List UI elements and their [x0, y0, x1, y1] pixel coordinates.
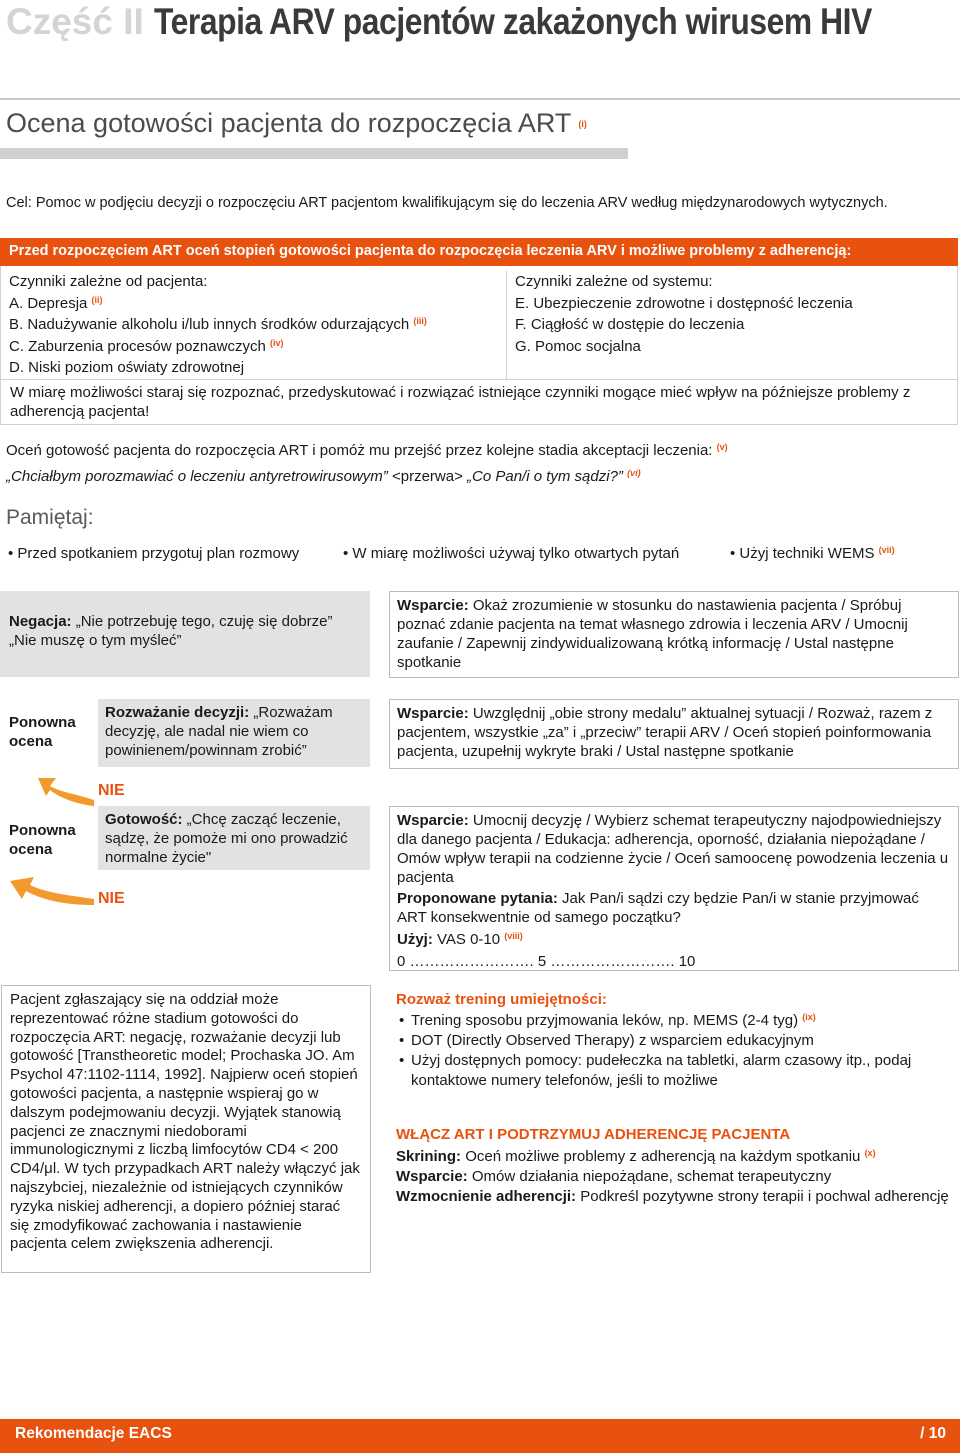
patient-factor-item: D. Niski poziom oświaty zdrowotnej	[9, 359, 245, 376]
section-title-ref: (i)	[578, 119, 587, 129]
skills-title: Rozważ trening umiejętności:	[396, 991, 607, 1008]
tip-item: • Przed spotkaniem przygotuj plan rozmowy	[8, 545, 300, 562]
readiness-support-box: Wsparcie: Umocnij decyzję / Wybierz schemat terapeutyczny najodpowiedniejszy dla danego pacjenta / Edukacja: adherencja, oporność, działania niepożądane / Omów wpływ terapii na codzienne życie / Oceń samoocenę powodzenia leczenia u pacjenta Proponowane pytania: Jak Pan/i sądzi czy będzie Pan/i w stanie przyjmować ART konsekwentnie od samego początku? Użyj: VAS 0-10 $^{(viii)}$ 0 ……………………. 5 ……………………. 10	[389, 806, 959, 971]
denial-support-box: Wsparcie: Okaż zrozumienie w stosunku do nastawienia pacjenta / Spróbuj poznać zdanie pacjenta na temat własnego zdrowia i leczenia ARV / Umocnij zaufanie / Zapewnij zindywidualizowaną krótką informację / Ustal następne spotkanie	[389, 591, 959, 678]
screening-line: Skrining: Oceń możliwe problemy z adherencją na każdym spotkaniu $^{(x)}$	[396, 1148, 876, 1165]
system-factors-title: Czynniki zależne od systemu:	[515, 273, 713, 290]
system-factor-item: G. Pomoc socjalna	[515, 337, 641, 355]
remember-heading: Pamiętaj:	[6, 506, 94, 529]
system-factors	[506, 271, 960, 379]
back-arrow-icon	[8, 873, 96, 909]
patient-factor-item: C. Zaburzenia procesów poznawczych $^{(iv)}$	[9, 337, 284, 355]
system-factor-item: E. Ubezpieczenie zdrowotne i dostępność leczenia	[515, 294, 853, 312]
note-box: Pacjent zgłaszający się na oddział może reprezentować różne stadium gotowości do rozpoczęcia ART: negację, rozważanie decyzji lub gotowość [Transtheoretic model; Prochaska JO. Am Psychol 47:1102-1114, 1992]. Najpierw oceń stopień gotowości pacjenta, a następnie wspieraj go w dalszym podejmowaniu decyzji. Wyjątek stanowią pacjenci ze znacznymi niedoborami immunologicznymi z liczbą limfocytów CD4 < 200 CD4/μl. W tych przypadkach ART należy włączyć jak najszybciej, niezależnie od istniejących czynników ryzyka niskiej adherencji, a dopiero później starać się zmodyfikować zachowania i nastawienie pacjenta celem zwiększenia adherencji.	[1, 985, 371, 1273]
patient-factors-title: Czynniki zależne od pacjenta:	[9, 273, 208, 290]
start-art-section	[396, 1125, 956, 1207]
assessment-note: W miarę możliwości staraj się rozpoznać, przedyskutować i rozwiązać istniejące czynniki mogące mieć wpływ na późniejsze problemy z adherencją pacjenta!	[10, 384, 911, 420]
example-dialogue: „Chciałbym porozmawiać o leczeniu antyretrowirusowym” <przerwa> „Co Pan/i o tym sądzi?” $^{(vi)}$	[6, 468, 641, 485]
vas-scale: 0 ……………………. 5 ……………………. 10	[397, 953, 696, 970]
skills-section	[396, 990, 956, 1091]
skill-item: • Użyj dostępnych pomocy: pudełeczka na tabletki, alarm czasowy itp., podaj kontaktowe numery telefonów, jeśli to możliwe	[396, 1051, 956, 1091]
no-label: NIE	[98, 890, 125, 907]
reassess-label: Ponowna ocena	[9, 822, 76, 858]
reassess-label: Ponowna ocena	[9, 714, 76, 750]
tip-item: • W miarę możliwości używaj tylko otwartych pytań	[343, 545, 680, 562]
goal-text: Cel: Pomoc w podjęciu decyzji o rozpoczęciu ART pacjentom kwalifikującym się do leczenia ARV według międzynarodowych wytycznych.	[6, 195, 888, 211]
patient-factor-item: A. Depresja $^{(ii)}$	[9, 294, 103, 312]
contemplation-box: Rozważanie decyzji: „Rozważam decyzję, ale nadal nie wiem co powinienem/powinnam zrobić”	[98, 699, 370, 767]
footer-title: Rekomendacje EACS	[15, 1425, 172, 1442]
page-header	[6, 0, 960, 44]
contemplation-support-box: Wsparcie: Uwzględnij „obie strony medalu” aktualnej sytuacji / Rozważ, razem z pacjentem, wszystkie „za” i „przeciw” terapii ARV / Oceń stopień poinformowania pacjenta, uzupełnij wykryte braki / Ustal następne spotkanie	[389, 699, 959, 769]
part-label: Część II	[6, 1, 144, 42]
page-number: / 10	[920, 1425, 946, 1442]
section-title	[6, 108, 587, 139]
header-divider	[0, 98, 960, 100]
tip-item: • Użyj techniki WEMS $^{(vii)}$	[730, 545, 895, 562]
skill-item: • DOT (Directly Observed Therapy) z wsparciem edukacyjnym	[396, 1031, 956, 1051]
start-art-title: WŁĄCZ ART I PODTRZYMUJ ADHERENCJĘ PACJENTA	[396, 1126, 791, 1143]
back-arrow-icon	[36, 766, 96, 812]
no-label: NIE	[98, 782, 125, 799]
patient-factors	[9, 271, 499, 381]
section-title-bar	[0, 148, 628, 159]
section-title-text: Ocena gotowości pacjenta do rozpoczęcia ART	[6, 108, 571, 138]
skill-item: • Trening sposobu przyjmowania leków, np. MEMS (2-4 tyg) $^{(ix)}$	[396, 1011, 956, 1031]
system-factor-item: F. Ciągłość w dostępie do leczenia	[515, 316, 745, 333]
page-title: Terapia ARV pacjentów zakażonych wirusem HIV	[154, 1, 872, 42]
denial-box: Negacja: „Nie potrzebuję tego, czuję się dobrze” „Nie muszę o tym myśleć”	[0, 591, 370, 677]
assessment-heading: Przed rozpoczęciem ART oceń stopień gotowości pacjenta do rozpoczęcia leczenia ARV i możliwe problemy z adherencją:	[9, 243, 852, 259]
patient-factor-item: B. Nadużywanie alkoholu i/lub innych środków odurzających $^{(iii)}$	[9, 316, 427, 333]
readiness-instruction: Oceń gotowość pacjenta do rozpoczęcia ART i pomóż mu przejść przez kolejne stadia akceptacji leczenia: $^{(v)}$	[6, 442, 728, 459]
support-line: Wsparcie: Omów działania niepożądane, schemat terapeutyczny	[396, 1168, 832, 1185]
reinforce-line: Wzmocnienie adherencji: Podkreśl pozytywne strony terapii i pochwal adherencję	[396, 1188, 949, 1205]
readiness-box: Gotowość: „Chcę zacząć leczenie, sądzę, że pomoże mi ono prowadzić normalne życie"	[98, 806, 370, 870]
